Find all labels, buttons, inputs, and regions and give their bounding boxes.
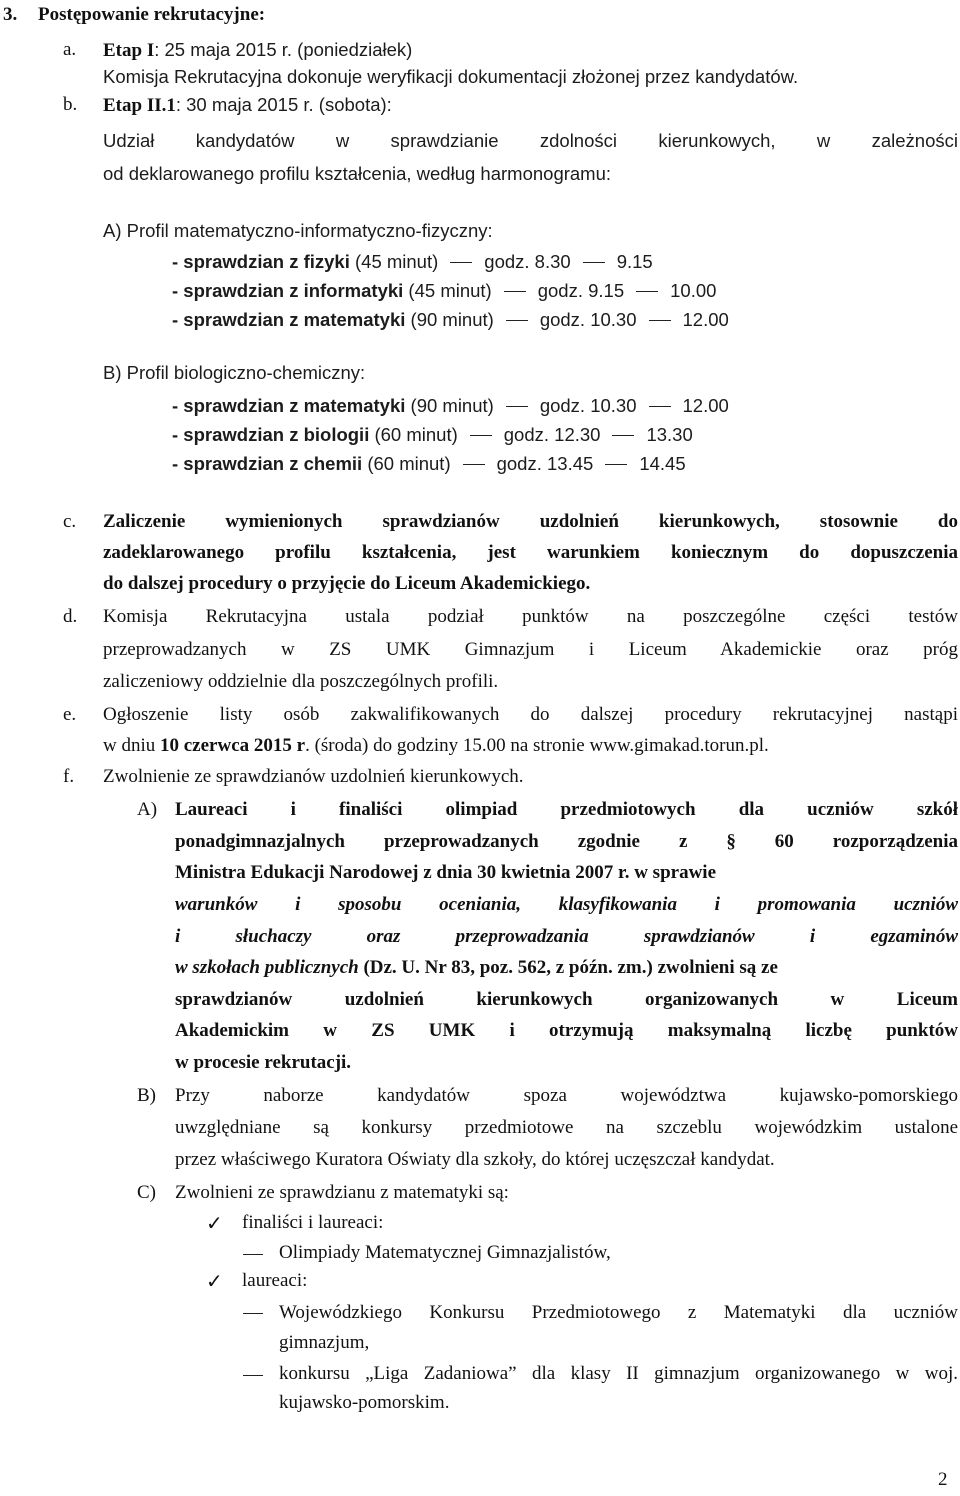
item-fb-line3: przez właściwego Kuratora Oświaty dla szkoły, do której uczęszczał kandydat. <box>175 1149 775 1170</box>
dash-item-3-line1: konkursu „Liga Zadaniowa” dla klasy II gimnazjum organizowanego w woj. <box>279 1363 958 1384</box>
item-c-line2: zadeklarowanego profilu kształcenia, jest warunkiem koniecznym do dopuszczenia <box>103 542 958 563</box>
check-item-2: laureaci: <box>242 1270 308 1291</box>
item-a-marker: a. <box>63 39 77 60</box>
item-c-line1: Zaliczenie wymienionych sprawdzianów uzdolnień kierunkowych, stosownie do <box>103 511 958 532</box>
dash-item-2-line1: Wojewódzkiego Konkursu Przedmiotowego z Matematyki dla uczniów <box>279 1302 958 1323</box>
item-d-line2: przeprowadzanych w ZS UMK Gimnazjum i Liceum Akademickie oraz próg <box>103 639 958 660</box>
item-e-line1: Ogłoszenie listy osób zakwalifikowanych do dalszej procedury rekrutacyjnej nastąpi <box>103 704 958 725</box>
schedule-row: - sprawdzian z matematyki (90 minut) godz. 10.30 12.00 <box>172 309 729 330</box>
item-f-marker: f. <box>63 766 75 787</box>
item-e-line2: w dniu 10 czerwca 2015 r. (środa) do godziny 15.00 na stronie www.gimakad.torun.pl. <box>103 735 769 756</box>
dash-bullet-icon <box>243 1254 263 1255</box>
schedule-row: - sprawdzian z biologii (60 minut) godz. 12.30 13.30 <box>172 424 693 445</box>
item-d-line1: Komisja Rekrutacyjna ustala podział punktów na poszczególne części testów <box>103 606 958 627</box>
item-a-text: Komisja Rekrutacyjna dokonuje weryfikacji dokumentacji złożonej przez kandydatów. <box>103 66 799 87</box>
schedule-row: - sprawdzian z fizyki (45 minut) godz. 8.30 9.15 <box>172 251 653 272</box>
dash-bullet-icon <box>243 1375 263 1376</box>
section-title: Postępowanie rekrutacyjne: <box>38 4 266 25</box>
item-fa-line3: Ministra Edukacji Narodowej z dnia 30 kwietnia 2007 r. w sprawie <box>175 862 717 883</box>
item-fa-line4: warunków i sposobu oceniania, klasyfikowania i promowania uczniów <box>175 894 958 915</box>
profile-b-title: B) Profil biologiczno-chemiczny: <box>103 362 366 383</box>
item-f-title: Zwolnienie ze sprawdzianów uzdolnień kierunkowych. <box>103 766 524 787</box>
item-fa-line6: w szkołach publicznych (Dz. U. Nr 83, poz. 562, z późn. zm.) zwolnieni są ze <box>175 957 778 978</box>
checkmark-icon: ✓ <box>206 1269 223 1293</box>
schedule-row: - sprawdzian z chemii (60 minut) godz. 13.45 14.45 <box>172 453 686 474</box>
schedule-row: - sprawdzian z informatyki (45 minut) godz. 9.15 10.00 <box>172 280 717 301</box>
dash-item-1: Olimpiady Matematycznej Gimnazjalistów, <box>279 1242 611 1263</box>
item-b-line2: od deklarowanego profilu kształcenia, według harmonogramu: <box>103 163 612 184</box>
item-b-heading: Etap II.1: 30 maja 2015 r. (sobota): <box>103 94 392 116</box>
checkmark-icon: ✓ <box>206 1211 223 1235</box>
page-number: 2 <box>938 1469 948 1490</box>
item-fb-line1: Przy naborze kandydatów spoza województwa kujawsko-pomorskiego <box>175 1085 958 1106</box>
item-c-marker: c. <box>63 511 77 532</box>
item-fa-line1: Laureaci i finaliści olimpiad przedmiotowych dla uczniów szkół <box>175 799 958 820</box>
item-b-line1: Udział kandydatów w sprawdzianie zdolności kierunkowych, w zależności <box>103 130 958 151</box>
item-d-marker: d. <box>63 606 78 627</box>
item-fb-line2: uwzględniane są konkursy przedmiotowe na szczeblu wojewódzkim ustalone <box>175 1117 958 1138</box>
item-fc-title: Zwolnieni ze sprawdzianu z matematyki są: <box>175 1182 509 1203</box>
item-b-marker: b. <box>63 94 78 115</box>
item-a-heading: Etap I: 25 maja 2015 r. (poniedziałek) <box>103 39 413 61</box>
item-fa-marker: A) <box>137 799 158 820</box>
item-fc-marker: C) <box>137 1182 156 1203</box>
item-c-line3: do dalszej procedury o przyjęcie do Liceum Akademickiego. <box>103 573 591 594</box>
item-fa-line2: ponadgimnazjalnych przeprowadzanych zgodnie z § 60 rozporządzenia <box>175 831 958 852</box>
section-number: 3. <box>3 4 18 25</box>
item-fa-line8: Akademickim w ZS UMK i otrzymują maksymalną liczbę punktów <box>175 1020 958 1041</box>
schedule-row: - sprawdzian z matematyki (90 minut) godz. 10.30 12.00 <box>172 395 729 416</box>
item-fa-line9: w procesie rekrutacji. <box>175 1052 352 1073</box>
item-fb-marker: B) <box>137 1085 156 1106</box>
dash-bullet-icon <box>243 1313 263 1314</box>
item-e-marker: e. <box>63 704 77 725</box>
item-fa-line5: i słuchaczy oraz przeprowadzania sprawdzianów i egzaminów <box>175 926 958 947</box>
item-fa-line7: sprawdzianów uzdolnień kierunkowych organizowanych w Liceum <box>175 989 958 1010</box>
dash-item-3-line2: kujawsko-pomorskim. <box>279 1392 450 1413</box>
dash-item-2-line2: gimnazjum, <box>279 1332 370 1353</box>
profile-a-title: A) Profil matematyczno-informatyczno-fizyczny: <box>103 220 493 241</box>
item-d-line3: zaliczeniowy oddzielnie dla poszczególnych profili. <box>103 671 499 692</box>
check-item-1: finaliści i laureaci: <box>242 1212 384 1233</box>
